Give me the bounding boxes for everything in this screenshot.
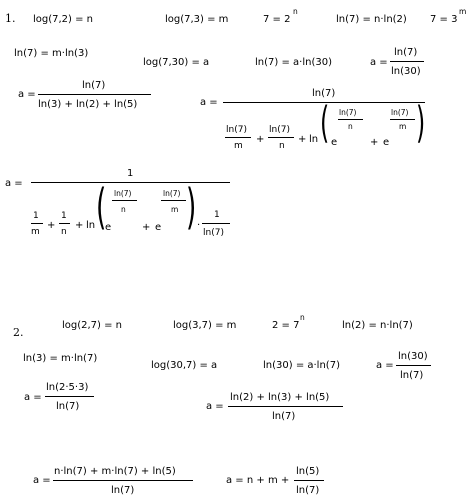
inner-fraction-bar bbox=[59, 223, 70, 224]
plus-sign: + bbox=[370, 137, 379, 148]
fraction-bar bbox=[38, 94, 151, 95]
fraction-denominator: ln(7) bbox=[400, 370, 424, 381]
equation-7-equals-2-pow: 7 = 2 bbox=[263, 14, 291, 25]
fraction-bar bbox=[45, 396, 94, 397]
exponent-fraction-bar bbox=[161, 200, 186, 201]
a-equals-n-plus-m-plus: a = n + m + bbox=[226, 475, 290, 486]
fraction-bar bbox=[202, 223, 230, 224]
fraction-denominator: ln(7) bbox=[272, 411, 296, 422]
plus-sign: + bbox=[75, 220, 84, 231]
multiplication-dot: · bbox=[197, 220, 201, 231]
right-paren-icon: ) bbox=[186, 179, 197, 235]
a-equals: a = bbox=[376, 360, 394, 371]
fraction-numerator: n·ln(7) + m·ln(7) + ln(5) bbox=[54, 466, 176, 477]
exponent-fraction-bar bbox=[112, 200, 137, 201]
exponent-numerator: ln(7) bbox=[163, 189, 181, 198]
euler-e: e bbox=[383, 137, 390, 148]
equation-ln7-a-ln30: ln(7) = a·ln(30) bbox=[255, 57, 332, 68]
plus-sign: + bbox=[298, 134, 307, 145]
fraction-numerator: ln(2·5·3) bbox=[46, 382, 89, 393]
equation-log-2-7: log(2,7) = n bbox=[62, 320, 123, 331]
exponent-denominator: n bbox=[348, 122, 353, 131]
a-equals: a = bbox=[18, 89, 36, 100]
exponent-denominator: m bbox=[171, 205, 179, 214]
inner-fraction-numerator: ln(7) bbox=[269, 125, 290, 135]
inner-fraction-denominator: m bbox=[234, 141, 243, 151]
equation-log-7-3: log(7,3) = m bbox=[165, 14, 229, 25]
fraction-denominator: ln(7) bbox=[111, 485, 135, 496]
exponent-fraction-bar bbox=[338, 119, 363, 120]
inner-fraction-numerator: ln(7) bbox=[226, 125, 247, 135]
fraction-bar bbox=[294, 480, 324, 481]
equation-log-7-30: log(7,30) = a bbox=[143, 57, 210, 68]
fraction-denominator: ln(3) + ln(2) + ln(5) bbox=[38, 99, 138, 110]
a-equals: a = bbox=[24, 392, 42, 403]
plus-sign: + bbox=[47, 220, 56, 231]
inner-fraction-numerator: 1 bbox=[33, 211, 39, 221]
euler-e: e bbox=[105, 222, 112, 233]
a-equals: a = bbox=[5, 178, 23, 189]
fraction-numerator: ln(7) bbox=[82, 80, 106, 91]
inner-fraction-bar bbox=[268, 137, 294, 138]
equation-ln2-n-ln7: ln(2) = n·ln(7) bbox=[342, 320, 413, 331]
section-number: 2. bbox=[13, 326, 24, 339]
plus-sign: + bbox=[256, 134, 265, 145]
equation-log-3-7: log(3,7) = m bbox=[173, 320, 237, 331]
exponent: n bbox=[300, 313, 305, 322]
equation-log-30-7: log(30,7) = a bbox=[151, 360, 218, 371]
fraction-denominator: ln(7) bbox=[296, 485, 320, 496]
exponent-numerator: ln(7) bbox=[114, 189, 132, 198]
equation-ln7-n-ln2: ln(7) = n·ln(2) bbox=[336, 14, 407, 25]
equation-ln3-m-ln7: ln(3) = m·ln(7) bbox=[23, 353, 98, 364]
fraction-numerator: ln(7) bbox=[312, 88, 336, 99]
fraction-numerator: 1 bbox=[214, 210, 220, 220]
main-fraction-bar bbox=[31, 182, 230, 183]
fraction-numerator: ln(2) + ln(3) + ln(5) bbox=[230, 392, 330, 403]
fraction-denominator: ln(7) bbox=[203, 228, 224, 238]
section-number: 1. bbox=[5, 12, 16, 25]
fraction-bar bbox=[390, 61, 424, 62]
equation-ln7-m-ln3: ln(7) = m·ln(3) bbox=[14, 48, 89, 59]
inner-fraction-numerator: 1 bbox=[61, 211, 67, 221]
exponent-numerator: ln(7) bbox=[391, 108, 409, 117]
exponent-numerator: ln(7) bbox=[339, 108, 357, 117]
inner-fraction-denominator: n bbox=[279, 141, 285, 151]
euler-e: e bbox=[155, 222, 162, 233]
right-paren-icon: ) bbox=[416, 98, 426, 148]
fraction-numerator: ln(5) bbox=[296, 466, 320, 477]
fraction-numerator: ln(7) bbox=[394, 47, 418, 58]
ln-function: ln bbox=[86, 220, 96, 231]
a-equals: a = bbox=[33, 475, 51, 486]
exponent: m bbox=[459, 7, 467, 16]
fraction-bar bbox=[228, 406, 343, 407]
fraction-numerator: 1 bbox=[127, 168, 134, 179]
fraction-bar bbox=[396, 365, 431, 366]
exponent-fraction-bar bbox=[390, 119, 415, 120]
equation-log-7-2: log(7,2) = n bbox=[33, 14, 94, 25]
plus-sign: + bbox=[142, 222, 151, 233]
equation-ln30-a-ln7: ln(30) = a·ln(7) bbox=[263, 360, 340, 371]
ln-function: ln bbox=[309, 134, 319, 145]
fraction-numerator: ln(30) bbox=[398, 351, 428, 362]
a-equals: a = bbox=[200, 97, 218, 108]
exponent-denominator: m bbox=[399, 122, 407, 131]
left-paren-icon: ( bbox=[320, 98, 330, 148]
euler-e: e bbox=[331, 137, 338, 148]
a-equals: a = bbox=[206, 401, 224, 412]
fraction-denominator: ln(30) bbox=[391, 66, 421, 77]
left-paren-icon: ( bbox=[96, 179, 107, 235]
fraction-bar bbox=[53, 480, 193, 481]
a-equals: a = bbox=[370, 57, 388, 68]
exponent-denominator: n bbox=[121, 205, 126, 214]
fraction-denominator: ln(7) bbox=[56, 401, 80, 412]
inner-fraction-bar bbox=[225, 137, 251, 138]
inner-fraction-bar bbox=[31, 223, 43, 224]
inner-fraction-denominator: n bbox=[61, 227, 67, 237]
equation-7-equals-3-pow: 7 = 3 bbox=[430, 14, 458, 25]
inner-fraction-denominator: m bbox=[31, 227, 40, 237]
exponent: n bbox=[293, 7, 298, 16]
equation-2-equals-7-pow: 2 = 7 bbox=[272, 320, 300, 331]
